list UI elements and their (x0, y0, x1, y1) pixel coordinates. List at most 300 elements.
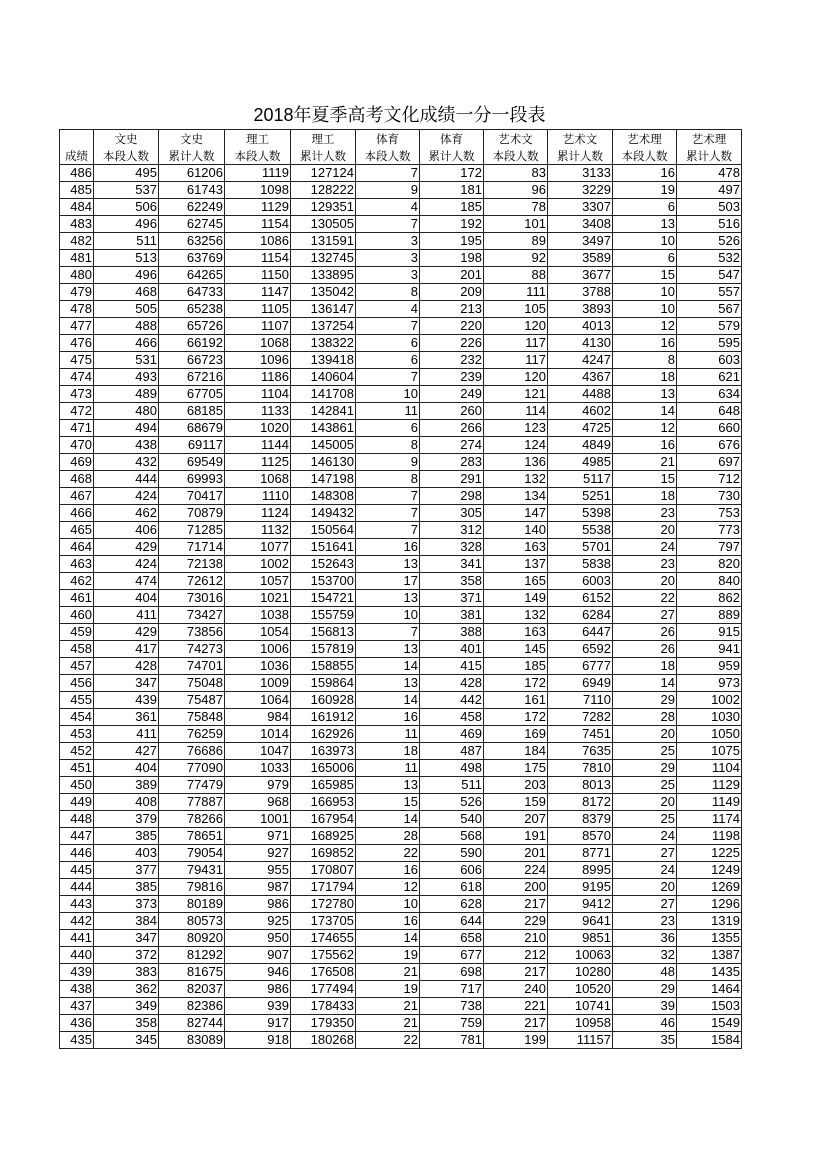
cell-wenshi-segment: 349 (94, 998, 159, 1015)
cell-yishuwen-cumulative: 6447 (548, 624, 613, 641)
column-header-group-score (60, 130, 94, 148)
column-header-wenshi-segment: 本段人数 (94, 147, 159, 165)
cell-yishuwen-cumulative: 3788 (548, 284, 613, 301)
cell-tiyu-cumulative: 442 (420, 692, 484, 709)
cell-yishuli-segment: 12 (613, 420, 677, 437)
cell-yishuli-segment: 46 (613, 1015, 677, 1032)
cell-ligong-cumulative: 136147 (291, 301, 356, 318)
cell-wenshi-segment: 404 (94, 760, 159, 777)
table-row (60, 471, 742, 488)
table-row (60, 335, 742, 352)
cell-tiyu-segment: 22 (356, 1032, 420, 1049)
cell-yishuwen-segment: 172 (484, 709, 548, 726)
cell-wenshi-cumulative: 73016 (159, 590, 225, 607)
cell-ligong-segment: 1125 (225, 454, 291, 471)
cell-yishuli-cumulative: 753 (677, 505, 742, 522)
cell-yishuwen-cumulative: 8379 (548, 811, 613, 828)
cell-ligong-segment: 1119 (225, 165, 291, 182)
cell-tiyu-cumulative: 172 (420, 165, 484, 182)
cell-score: 460 (60, 607, 94, 624)
cell-tiyu-segment: 15 (356, 794, 420, 811)
cell-yishuli-segment: 24 (613, 539, 677, 556)
cell-score: 442 (60, 913, 94, 930)
cell-score: 452 (60, 743, 94, 760)
cell-wenshi-segment: 389 (94, 777, 159, 794)
cell-yishuli-segment: 20 (613, 726, 677, 743)
cell-tiyu-segment: 14 (356, 692, 420, 709)
table-row (60, 743, 742, 760)
cell-tiyu-cumulative: 590 (420, 845, 484, 862)
cell-ligong-segment: 1020 (225, 420, 291, 437)
cell-wenshi-cumulative: 61206 (159, 165, 225, 182)
cell-yishuwen-segment: 120 (484, 318, 548, 335)
cell-score: 479 (60, 284, 94, 301)
cell-tiyu-cumulative: 220 (420, 318, 484, 335)
cell-yishuli-segment: 16 (613, 437, 677, 454)
cell-wenshi-cumulative: 80189 (159, 896, 225, 913)
cell-tiyu-cumulative: 198 (420, 250, 484, 267)
cell-ligong-cumulative: 133895 (291, 267, 356, 284)
cell-wenshi-segment: 496 (94, 267, 159, 284)
table-row (60, 522, 742, 539)
column-header-yishuli-cumulative: 累计人数 (677, 147, 742, 165)
cell-tiyu-segment: 12 (356, 879, 420, 896)
cell-tiyu-segment: 13 (356, 675, 420, 692)
cell-yishuwen-cumulative: 6284 (548, 607, 613, 624)
cell-wenshi-cumulative: 73427 (159, 607, 225, 624)
cell-score: 438 (60, 981, 94, 998)
cell-tiyu-segment: 7 (356, 216, 420, 233)
cell-wenshi-cumulative: 81675 (159, 964, 225, 981)
cell-tiyu-segment: 22 (356, 845, 420, 862)
cell-tiyu-segment: 28 (356, 828, 420, 845)
cell-tiyu-cumulative: 698 (420, 964, 484, 981)
cell-ligong-segment: 971 (225, 828, 291, 845)
cell-ligong-segment: 1009 (225, 675, 291, 692)
cell-yishuwen-cumulative: 3408 (548, 216, 613, 233)
cell-ligong-segment: 1154 (225, 216, 291, 233)
cell-ligong-cumulative: 159864 (291, 675, 356, 692)
cell-tiyu-cumulative: 388 (420, 624, 484, 641)
cell-wenshi-segment: 531 (94, 352, 159, 369)
cell-yishuwen-cumulative: 7282 (548, 709, 613, 726)
cell-tiyu-cumulative: 181 (420, 182, 484, 199)
cell-wenshi-cumulative: 79054 (159, 845, 225, 862)
table-row (60, 726, 742, 743)
cell-yishuwen-cumulative: 11157 (548, 1032, 613, 1049)
cell-ligong-segment: 1068 (225, 335, 291, 352)
table-row (60, 862, 742, 879)
header-row-metric (60, 147, 742, 165)
cell-yishuli-segment: 35 (613, 1032, 677, 1049)
cell-ligong-cumulative: 174655 (291, 930, 356, 947)
cell-ligong-cumulative: 131591 (291, 233, 356, 250)
cell-yishuli-cumulative: 712 (677, 471, 742, 488)
cell-yishuli-cumulative: 1584 (677, 1032, 742, 1049)
cell-ligong-cumulative: 154721 (291, 590, 356, 607)
cell-yishuli-cumulative: 621 (677, 369, 742, 386)
cell-ligong-segment: 1068 (225, 471, 291, 488)
cell-yishuli-cumulative: 1149 (677, 794, 742, 811)
cell-ligong-segment: 1064 (225, 692, 291, 709)
cell-tiyu-segment: 11 (356, 726, 420, 743)
cell-score: 472 (60, 403, 94, 420)
cell-wenshi-segment: 347 (94, 930, 159, 947)
cell-yishuwen-segment: 124 (484, 437, 548, 454)
cell-yishuli-cumulative: 1174 (677, 811, 742, 828)
cell-tiyu-segment: 8 (356, 284, 420, 301)
cell-yishuli-cumulative: 497 (677, 182, 742, 199)
cell-yishuli-cumulative: 1050 (677, 726, 742, 743)
cell-yishuwen-segment: 123 (484, 420, 548, 437)
cell-score: 476 (60, 335, 94, 352)
table-row (60, 913, 742, 930)
cell-yishuli-cumulative: 648 (677, 403, 742, 420)
cell-yishuli-cumulative: 579 (677, 318, 742, 335)
cell-yishuwen-cumulative: 10520 (548, 981, 613, 998)
cell-ligong-cumulative: 153700 (291, 573, 356, 590)
cell-tiyu-cumulative: 381 (420, 607, 484, 624)
cell-tiyu-cumulative: 274 (420, 437, 484, 454)
table-row (60, 284, 742, 301)
cell-score: 474 (60, 369, 94, 386)
cell-tiyu-segment: 3 (356, 233, 420, 250)
cell-ligong-segment: 1036 (225, 658, 291, 675)
cell-yishuwen-segment: 132 (484, 607, 548, 624)
cell-yishuli-segment: 18 (613, 369, 677, 386)
cell-tiyu-segment: 19 (356, 947, 420, 964)
cell-score: 475 (60, 352, 94, 369)
cell-ligong-segment: 917 (225, 1015, 291, 1032)
cell-tiyu-cumulative: 266 (420, 420, 484, 437)
cell-tiyu-segment: 4 (356, 301, 420, 318)
cell-ligong-cumulative: 155759 (291, 607, 356, 624)
cell-wenshi-cumulative: 79816 (159, 879, 225, 896)
column-header-wenshi-cumulative: 累计人数 (159, 147, 225, 165)
cell-score: 485 (60, 182, 94, 199)
cell-score: 483 (60, 216, 94, 233)
cell-yishuwen-segment: 240 (484, 981, 548, 998)
cell-ligong-cumulative: 157819 (291, 641, 356, 658)
cell-yishuwen-cumulative: 6949 (548, 675, 613, 692)
table-row (60, 250, 742, 267)
cell-tiyu-segment: 3 (356, 267, 420, 284)
cell-tiyu-segment: 19 (356, 981, 420, 998)
cell-wenshi-segment: 480 (94, 403, 159, 420)
cell-yishuli-segment: 16 (613, 335, 677, 352)
cell-ligong-cumulative: 168925 (291, 828, 356, 845)
cell-ligong-cumulative: 141708 (291, 386, 356, 403)
cell-wenshi-cumulative: 82386 (159, 998, 225, 1015)
cell-tiyu-segment: 10 (356, 386, 420, 403)
cell-yishuli-cumulative: 1075 (677, 743, 742, 760)
cell-tiyu-cumulative: 511 (420, 777, 484, 794)
cell-wenshi-cumulative: 62745 (159, 216, 225, 233)
cell-wenshi-cumulative: 65238 (159, 301, 225, 318)
cell-ligong-cumulative: 176508 (291, 964, 356, 981)
table-row (60, 879, 742, 896)
cell-yishuwen-segment: 217 (484, 896, 548, 913)
cell-wenshi-segment: 474 (94, 573, 159, 590)
cell-yishuli-cumulative: 1225 (677, 845, 742, 862)
cell-tiyu-segment: 10 (356, 896, 420, 913)
column-header-score: 成绩 (60, 147, 94, 165)
cell-wenshi-segment: 489 (94, 386, 159, 403)
cell-tiyu-segment: 9 (356, 454, 420, 471)
cell-wenshi-segment: 362 (94, 981, 159, 998)
cell-yishuli-segment: 27 (613, 607, 677, 624)
cell-score: 453 (60, 726, 94, 743)
cell-score: 446 (60, 845, 94, 862)
cell-yishuli-cumulative: 557 (677, 284, 742, 301)
cell-tiyu-segment: 14 (356, 811, 420, 828)
cell-tiyu-cumulative: 192 (420, 216, 484, 233)
cell-ligong-segment: 955 (225, 862, 291, 879)
cell-wenshi-segment: 385 (94, 828, 159, 845)
cell-ligong-cumulative: 171794 (291, 879, 356, 896)
cell-yishuwen-segment: 159 (484, 794, 548, 811)
cell-ligong-cumulative: 152643 (291, 556, 356, 573)
cell-yishuwen-cumulative: 9851 (548, 930, 613, 947)
cell-ligong-cumulative: 163973 (291, 743, 356, 760)
table-row (60, 216, 742, 233)
cell-yishuli-segment: 25 (613, 743, 677, 760)
cell-yishuli-segment: 15 (613, 267, 677, 284)
cell-ligong-segment: 946 (225, 964, 291, 981)
cell-score: 478 (60, 301, 94, 318)
cell-wenshi-segment: 506 (94, 199, 159, 216)
cell-tiyu-segment: 11 (356, 760, 420, 777)
cell-yishuwen-cumulative: 8013 (548, 777, 613, 794)
cell-yishuli-segment: 20 (613, 879, 677, 896)
cell-tiyu-cumulative: 644 (420, 913, 484, 930)
cell-yishuli-cumulative: 634 (677, 386, 742, 403)
cell-yishuwen-cumulative: 6592 (548, 641, 613, 658)
cell-tiyu-cumulative: 469 (420, 726, 484, 743)
cell-wenshi-segment: 403 (94, 845, 159, 862)
cell-yishuwen-segment: 105 (484, 301, 548, 318)
cell-tiyu-cumulative: 298 (420, 488, 484, 505)
cell-wenshi-cumulative: 64265 (159, 267, 225, 284)
cell-yishuwen-segment: 212 (484, 947, 548, 964)
cell-wenshi-segment: 361 (94, 709, 159, 726)
table-row (60, 233, 742, 250)
cell-tiyu-segment: 7 (356, 522, 420, 539)
cell-yishuli-segment: 12 (613, 318, 677, 335)
table-row (60, 505, 742, 522)
cell-yishuli-cumulative: 773 (677, 522, 742, 539)
cell-score: 445 (60, 862, 94, 879)
column-header-group-ligong-segment: 理工 (225, 130, 291, 148)
cell-yishuwen-cumulative: 4602 (548, 403, 613, 420)
table-row (60, 964, 742, 981)
cell-tiyu-cumulative: 260 (420, 403, 484, 420)
cell-wenshi-cumulative: 80920 (159, 930, 225, 947)
cell-yishuli-segment: 19 (613, 182, 677, 199)
cell-yishuwen-segment: 210 (484, 930, 548, 947)
cell-tiyu-segment: 7 (356, 505, 420, 522)
cell-tiyu-segment: 13 (356, 590, 420, 607)
cell-tiyu-cumulative: 239 (420, 369, 484, 386)
cell-yishuwen-cumulative: 8172 (548, 794, 613, 811)
cell-score: 469 (60, 454, 94, 471)
cell-ligong-segment: 1105 (225, 301, 291, 318)
cell-wenshi-segment: 462 (94, 505, 159, 522)
cell-ligong-segment: 1133 (225, 403, 291, 420)
cell-wenshi-segment: 429 (94, 539, 159, 556)
cell-yishuli-cumulative: 820 (677, 556, 742, 573)
cell-tiyu-segment: 16 (356, 913, 420, 930)
cell-tiyu-cumulative: 305 (420, 505, 484, 522)
cell-ligong-segment: 1129 (225, 199, 291, 216)
cell-yishuwen-segment: 184 (484, 743, 548, 760)
cell-score: 448 (60, 811, 94, 828)
cell-ligong-cumulative: 143861 (291, 420, 356, 437)
cell-yishuwen-cumulative: 4130 (548, 335, 613, 352)
cell-score: 436 (60, 1015, 94, 1032)
cell-yishuli-cumulative: 503 (677, 199, 742, 216)
cell-wenshi-cumulative: 78266 (159, 811, 225, 828)
cell-tiyu-segment: 4 (356, 199, 420, 216)
cell-score: 447 (60, 828, 94, 845)
cell-wenshi-segment: 379 (94, 811, 159, 828)
column-header-yishuli-segment: 本段人数 (613, 147, 677, 165)
cell-ligong-segment: 1096 (225, 352, 291, 369)
cell-wenshi-segment: 372 (94, 947, 159, 964)
cell-tiyu-segment: 21 (356, 964, 420, 981)
cell-yishuli-cumulative: 547 (677, 267, 742, 284)
header-row-subject (60, 130, 742, 148)
cell-wenshi-segment: 444 (94, 471, 159, 488)
cell-yishuwen-cumulative: 7810 (548, 760, 613, 777)
table-row (60, 794, 742, 811)
cell-yishuwen-cumulative: 3589 (548, 250, 613, 267)
cell-ligong-segment: 1077 (225, 539, 291, 556)
cell-yishuli-cumulative: 516 (677, 216, 742, 233)
cell-score: 454 (60, 709, 94, 726)
cell-yishuli-cumulative: 1549 (677, 1015, 742, 1032)
cell-ligong-segment: 1150 (225, 267, 291, 284)
cell-score: 481 (60, 250, 94, 267)
cell-yishuli-segment: 23 (613, 913, 677, 930)
cell-wenshi-segment: 345 (94, 1032, 159, 1049)
cell-ligong-segment: 1132 (225, 522, 291, 539)
cell-ligong-cumulative: 177494 (291, 981, 356, 998)
cell-yishuwen-cumulative: 3677 (548, 267, 613, 284)
column-header-group-yishuli-segment: 艺术理 (613, 130, 677, 148)
cell-ligong-cumulative: 146130 (291, 454, 356, 471)
table-row (60, 692, 742, 709)
cell-wenshi-segment: 385 (94, 879, 159, 896)
table-row (60, 386, 742, 403)
cell-wenshi-segment: 429 (94, 624, 159, 641)
cell-tiyu-cumulative: 498 (420, 760, 484, 777)
cell-yishuwen-segment: 161 (484, 692, 548, 709)
cell-yishuwen-cumulative: 6777 (548, 658, 613, 675)
cell-yishuwen-segment: 137 (484, 556, 548, 573)
cell-yishuwen-segment: 114 (484, 403, 548, 420)
cell-score: 477 (60, 318, 94, 335)
cell-wenshi-cumulative: 71714 (159, 539, 225, 556)
cell-wenshi-cumulative: 78651 (159, 828, 225, 845)
cell-yishuli-cumulative: 915 (677, 624, 742, 641)
cell-ligong-cumulative: 135042 (291, 284, 356, 301)
cell-ligong-segment: 950 (225, 930, 291, 947)
cell-yishuwen-cumulative: 3893 (548, 301, 613, 318)
cell-score: 463 (60, 556, 94, 573)
cell-wenshi-segment: 511 (94, 233, 159, 250)
cell-tiyu-cumulative: 209 (420, 284, 484, 301)
cell-score: 462 (60, 573, 94, 590)
cell-tiyu-segment: 16 (356, 539, 420, 556)
cell-wenshi-cumulative: 74701 (159, 658, 225, 675)
cell-tiyu-cumulative: 628 (420, 896, 484, 913)
cell-ligong-cumulative: 170807 (291, 862, 356, 879)
table-row (60, 199, 742, 216)
cell-score: 450 (60, 777, 94, 794)
cell-wenshi-segment: 404 (94, 590, 159, 607)
cell-tiyu-cumulative: 677 (420, 947, 484, 964)
table-row (60, 454, 742, 471)
cell-yishuli-cumulative: 1104 (677, 760, 742, 777)
cell-wenshi-segment: 347 (94, 675, 159, 692)
cell-ligong-segment: 907 (225, 947, 291, 964)
column-header-group-yishuli-cumulative: 艺术理 (677, 130, 742, 148)
cell-ligong-cumulative: 165006 (291, 760, 356, 777)
cell-ligong-cumulative: 162926 (291, 726, 356, 743)
cell-wenshi-cumulative: 68679 (159, 420, 225, 437)
cell-yishuli-cumulative: 1355 (677, 930, 742, 947)
cell-yishuli-segment: 28 (613, 709, 677, 726)
cell-yishuwen-cumulative: 5398 (548, 505, 613, 522)
cell-wenshi-cumulative: 70879 (159, 505, 225, 522)
column-header-group-wenshi-segment: 文史 (94, 130, 159, 148)
cell-yishuwen-cumulative: 3133 (548, 165, 613, 182)
cell-ligong-segment: 927 (225, 845, 291, 862)
cell-wenshi-segment: 428 (94, 658, 159, 675)
cell-score: 459 (60, 624, 94, 641)
cell-yishuwen-segment: 203 (484, 777, 548, 794)
table-row (60, 1032, 742, 1049)
cell-tiyu-cumulative: 428 (420, 675, 484, 692)
cell-yishuwen-segment: 92 (484, 250, 548, 267)
cell-yishuli-segment: 27 (613, 845, 677, 862)
cell-ligong-segment: 979 (225, 777, 291, 794)
cell-ligong-cumulative: 137254 (291, 318, 356, 335)
table-row (60, 658, 742, 675)
cell-ligong-segment: 1057 (225, 573, 291, 590)
cell-wenshi-cumulative: 76686 (159, 743, 225, 760)
cell-wenshi-cumulative: 67705 (159, 386, 225, 403)
cell-score: 439 (60, 964, 94, 981)
cell-tiyu-cumulative: 283 (420, 454, 484, 471)
cell-yishuli-segment: 14 (613, 403, 677, 420)
cell-tiyu-segment: 21 (356, 998, 420, 1015)
cell-tiyu-segment: 7 (356, 624, 420, 641)
cell-yishuwen-segment: 163 (484, 624, 548, 641)
cell-yishuwen-segment: 185 (484, 658, 548, 675)
cell-wenshi-segment: 427 (94, 743, 159, 760)
cell-wenshi-cumulative: 77090 (159, 760, 225, 777)
cell-wenshi-cumulative: 76259 (159, 726, 225, 743)
cell-yishuli-segment: 25 (613, 811, 677, 828)
cell-yishuli-cumulative: 862 (677, 590, 742, 607)
cell-ligong-cumulative: 175562 (291, 947, 356, 964)
cell-wenshi-segment: 432 (94, 454, 159, 471)
cell-ligong-cumulative: 180268 (291, 1032, 356, 1049)
cell-yishuwen-cumulative: 9641 (548, 913, 613, 930)
cell-yishuli-cumulative: 840 (677, 573, 742, 590)
